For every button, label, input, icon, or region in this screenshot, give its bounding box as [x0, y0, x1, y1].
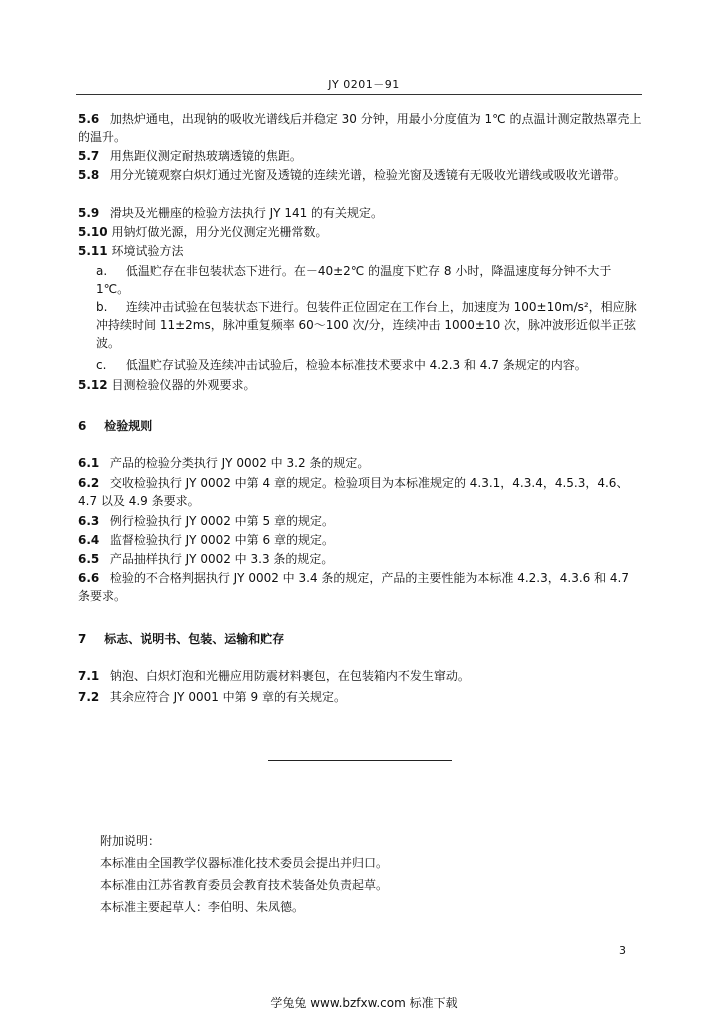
clause-number: 7.2	[78, 690, 100, 704]
clause-number: 5.11	[78, 244, 108, 258]
clause-text: 例行检验执行 JY 0002 中第 5 章的规定。	[109, 514, 334, 528]
subclause-text: 低温贮存试验及连续冲击试验后，检验本标准技术要求中 4.2.3 和 4.7 条规定的内容。	[125, 358, 587, 372]
clause-text: 交收检验执行 JY 0002 中第 4 章的规定。检验项目为本标准规定的 4.3.1，4.3.4，4.5.3，4.6、4.7 以及 4.9 条要求。	[78, 476, 629, 508]
subclause-a	[96, 262, 644, 298]
clause-text: 目测检验仪器的外观要求。	[111, 378, 256, 392]
clause-text: 用焦距仪测定耐热玻璃透镜的焦距。	[109, 149, 302, 163]
subclause-text: 低温贮存在非包装状态下进行。在－40±2℃ 的温度下贮存 8 小时，降温速度每分钟不大于 1℃。	[96, 264, 612, 296]
clause-text: 用分光镜观察白炽灯通过光窗及透镜的连续光谱，检验光窗及透镜有无吸收光谱线或吸收光谱带。	[109, 168, 626, 182]
clause-number: 5.12	[78, 378, 108, 392]
standard-code-header: JY 0201－91	[328, 78, 400, 91]
notes-line: 本标准由全国教学仪器标准化技术委员会提出并归口。	[100, 856, 389, 870]
clause-text: 用钠灯做光源，用分光仪测定光栅常数。	[111, 225, 328, 239]
subclause-b	[96, 298, 644, 352]
clause-6-4	[78, 531, 644, 549]
clause-6-1	[78, 454, 644, 472]
clause-number: 5.6	[78, 112, 100, 126]
subclause-label: b.	[96, 300, 108, 314]
clause-number: 6.1	[78, 456, 100, 470]
clause-text: 产品抽样执行 JY 0002 中 3.3 条的规定。	[109, 552, 334, 566]
clause-7-1	[78, 667, 644, 685]
site-footer[interactable]: 学兔兔 www.bzfxw.com 标准下载	[270, 996, 458, 1010]
clause-7-2	[78, 688, 644, 706]
clause-number: 5.9	[78, 206, 100, 220]
notes-line: 本标准主要起草人：李伯明、朱凤德。	[100, 900, 305, 914]
clause-number: 5.10	[78, 225, 108, 239]
clause-text: 钠泡、白炽灯泡和光栅应用防震材料裹包，在包装箱内不发生窜动。	[109, 669, 470, 683]
notes-title: 附加说明：	[100, 834, 161, 848]
clause-5-7	[78, 147, 644, 165]
section-heading: 标志、说明书、包装、运输和贮存	[104, 632, 285, 646]
clause-text: 检验的不合格判据执行 JY 0002 中 3.4 条的规定，产品的主要性能为本标准 4.2.3，4.3.6 和 4.7 条要求。	[78, 571, 629, 603]
subclause-c	[96, 356, 644, 374]
clause-number: 7.1	[78, 669, 100, 683]
clause-text: 环境试验方法	[111, 244, 184, 258]
end-of-text-rule	[268, 760, 452, 761]
clause-5-8	[78, 166, 644, 184]
clause-6-5	[78, 550, 644, 568]
clause-text: 其余应符合 JY 0001 中第 9 章的有关规定。	[109, 690, 346, 704]
clause-number: 6.5	[78, 552, 100, 566]
clause-number: 5.8	[78, 168, 100, 182]
clause-number: 6.2	[78, 476, 100, 490]
clause-5-6	[78, 110, 644, 146]
clause-5-10	[78, 223, 644, 241]
clause-6-3	[78, 512, 644, 530]
section-number: 6	[78, 419, 87, 433]
clause-5-9	[78, 204, 644, 222]
clause-text: 滑块及光栅座的检验方法执行 JY 141 的有关规定。	[109, 206, 384, 220]
subclause-text: 连续冲击试验在包装状态下进行。包装件正位固定在工作台上，加速度为 100±10m/s²，相应脉冲持续时间 11±2ms，脉冲重复频率 60～100 次/分，连续冲击 1000±10 次，脉冲波形近似半正弦波。	[96, 300, 637, 350]
clause-number: 5.7	[78, 149, 100, 163]
clause-number: 6.3	[78, 514, 100, 528]
clause-number: 6.6	[78, 571, 100, 585]
clause-number: 6.4	[78, 533, 100, 547]
clause-6-2	[78, 474, 644, 510]
section-heading: 检验规则	[104, 419, 153, 433]
clause-6-6	[78, 569, 644, 605]
notes-line: 本标准由江苏省教育委员会教育技术装备处负责起草。	[100, 878, 389, 892]
additional-notes	[100, 830, 388, 918]
clause-5-12	[78, 376, 644, 394]
subclause-label: a.	[96, 264, 108, 278]
section-7-title	[78, 630, 284, 647]
clause-text: 产品的检验分类执行 JY 0002 中 3.2 条的规定。	[109, 456, 370, 470]
clause-5-11	[78, 242, 644, 260]
subclause-label: c.	[96, 358, 107, 372]
section-6-title	[78, 417, 152, 434]
section-number: 7	[78, 632, 87, 646]
clause-text: 加热炉通电，出现钠的吸收光谱线后并稳定 30 分钟，用最小分度值为 1℃ 的点温计测定散热罩壳上的温升。	[78, 112, 642, 144]
page-number: 3	[619, 944, 626, 957]
header-rule	[76, 94, 642, 95]
clause-text: 监督检验执行 JY 0002 中第 6 章的规定。	[109, 533, 334, 547]
